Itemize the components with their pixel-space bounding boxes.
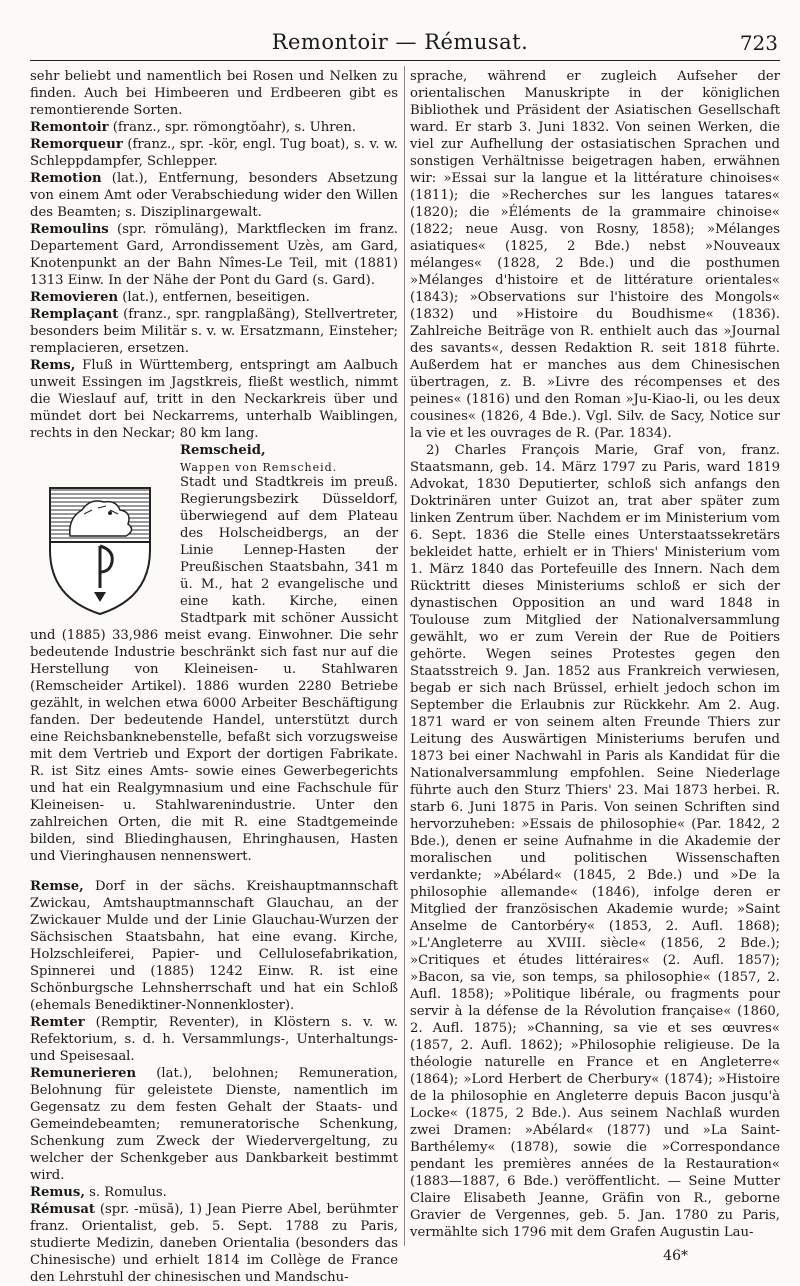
left-column	[30, 68, 398, 1286]
running-title: Remontoir — Rémusat.	[271, 30, 529, 54]
entry-remplacant	[30, 306, 398, 357]
lemma: Remscheid,	[180, 443, 266, 458]
lemma: Remontoir	[30, 120, 109, 135]
entry-remusat	[30, 1201, 398, 1286]
entry-text: (lat.), belohnen; Remuneration, Belohnung für geleistete Dienste, namentlich im Gegensatz zu dem festen Gehalt der Staats- und Gemeindebeamten; remuneratorische Schenkung, Schenkung zum Zweck der Wiedervergeltung, zu welcher der Schenkgeber aus Dankbarkeit bestimmt wird.	[30, 1066, 398, 1184]
entry-remoulins	[30, 221, 398, 289]
entry-text: Fluß in Württemberg, entspringt am Aalbuch unweit Essingen im Jagstkreis, fließt westlich, nimmt die Wieslauf auf, tritt in den Neckarkreis über und mündet dort bei Neckarrems, unterhalb Waiblingen, rechts in den Neckar; 80 km lang.	[30, 358, 398, 441]
lemma: Removieren	[30, 290, 119, 305]
entry-text: Dorf in der sächs. Kreishauptmannschaft Zwickau, Amtshauptmannschaft Glauchau, an der Zwickauer Mulde und der Linie Glauchau-Wurzen der Sächsischen Staatsbahn, hat eine evang. Kirche, Holzschleiferei, Papier- und Cellulosefabrikation, Spinnerei und (1885) 1242 Einw. R. ist eine Schönburgsche Lehnsherrschaft und hat ein Schloß (ehemals Benediktiner-Nonnenkloster).	[30, 879, 398, 1014]
entry-text: (franz., spr. -kör, engl. Tug boat), s. v. w. Schleppdampfer, Schlepper.	[30, 137, 398, 169]
entry-text: s. Romulus.	[84, 1185, 167, 1201]
entry-text: Stadt und Stadtkreis im preuß. Regierungsbezirk Düsseldorf, überwiegend auf dem Plateau des Holscheidbergs, an der Linie Lennep-Hasten der Preußischen Staatsbahn, 341 m ü. M., hat 2 evangelische und eine kath. Kirche, einen Stadtpark mit schöner Aussicht und (1885) 33,986 meist evang. Einwohner. Die sehr bedeutende Industrie beschränkt sich fast nur auf die Herstellung von Kleineisen- u. Stahlwaren (Remscheider Artikel). 1886 wurden 2280 Betriebe gezählt, in welchen etwa 6000 Arbeiter Beschäftigung fanden. Der bedeutende Handel, unterstützt durch eine Reichsbanknebenstelle, befaßt sich vorzugsweise mit dem Vertrieb und Export der dortigen Fabrikate. R. ist Sitz eines Amts- sowie eines Gewerbegerichts und hat ein Realgymnasium und eine Fachschule für Kleineisen- u. Stahlwarenindustrie. Unter den zahlreichen Orten, die mit R. eine Stadtgemeinde bilden, sind Bliedinghausen, Ehringhausen, Hasten und Vieringhausen nennenswert.	[30, 475, 398, 864]
intro-text: sehr beliebt und namentlich bei Rosen und Nelken zu finden. Auch bei Himbeeren und Erdbeeren gibt es remontierende Sorten.	[30, 69, 398, 118]
entry-remorqueur	[30, 136, 398, 170]
entry-remter	[30, 1014, 398, 1065]
entry-text: (lat.), Entfernung, besonders Absetzung von einem Amt oder Verabschiedung wider den Willen des Beamten; s. Disziplinargewalt.	[30, 171, 398, 220]
remusat-charles: 2) Charles François Marie, Graf von, franz. Staatsmann, geb. 14. März 1797 zu Paris, ward 1819 Advokat, 1830 Deputierter, schloß sich anfangs den Doktrinären unter Guizot an, trat aber später zum linken Zentrum über. Nachdem er im Ministerium vom 6. Sept. 1836 die Stelle eines Unterstaatssekretärs bekleidet hatte, erhielt er in Thiers' Ministerium vom 1. März 1840 das Portefeuille des Innern. Nach dem Rücktritt dieses Ministeriums schloß er sich der dynastischen Opposition an und ward 1848 in Toulouse zum Mitglied der Nationalversammlung gewählt, wo er zum Verein der Rue de Poitiers gehörte. Wegen seines Protestes gegen den Staatsstreich 9. Jan. 1852 aus Frankreich verwiesen, begab er sich nach Brüssel, erhielt jedoch schon im September die Erlaubnis zur Rückkehr. Am 2. Aug. 1871 ward er von seinem alten Freunde Thiers zur Leitung des Auswärtigen Ministeriums berufen und 1873 bei einer Nachwahl in Paris als Kandidat für die Nationalversammlung empfohlen. Seine Niederlage führte auch den Sturz Thiers' 23. Mai 1873 herbei. R. starb 6. Juni 1875 in Paris. Von seinen Schriften sind hervorzuheben: »Essais de philosophie« (Par. 1842, 2 Bde.), denen er seine Aufnahme in die Akademie der moralischen und politischen Wissenschaften verdankte; »Abélard« (1845, 2 Bde.) und »De la philosophie allemande« (1846), infolge deren er Mitglied der französischen Akademie wurde; »Saint Anselme de Cantorbéry« (1853, 2. Aufl. 1868); »L'Angleterre au XVIII. siècle« (1856, 2 Bde.); »Critiques et études littéraires« (2. Aufl. 1857); »Bacon, sa vie, son temps, sa philosophie« (1857, 2. Aufl. 1858); »Politique libérale, ou fragments pour servir à la défense de la Révolution française« (1860, 2. Aufl. 1875); »Channing, sa vie et ses œuvres« (1857, 2. Aufl. 1862); »Philosophie religieuse. De la théologie naturelle en France et en Angleterre« (1864); »Lord Herbert de Cherbury« (1874); »Histoire de la philosophie en Angleterre depuis Bacon jusqu'à Locke« (1875, 2 Bde.). Aus seinem Nachlaß wurden zwei Dramen: »Abélard« (1877) und »La Saint-Barthélemy« (1878), sowie die »Correspondance pendant les premières années de la Restauration« (1883—1887, 6 Bde.) veröffentlicht. — Seine Mutter Claire Elisabeth Jeanne, Gräfin von R., geborne Gravier de Vergennes, geb. 5. Jan. 1780 zu Paris, vermählte sich 1796 mit dem Grafen Augustin Lau-	[410, 443, 780, 1240]
lemma: Remorqueur	[30, 137, 123, 152]
remusat-continued: sprache, während er zugleich Aufseher der orientalischen Manuskripte in der königlichen Bibliothek und Präsident der Asiatischen Gesellschaft ward. Er starb 3. Juni 1832. Von seinen Werken, die viel zur Aufhellung der ostasiatischen Sprachen und sonstigen Verhältnisse beigetragen haben, erwähnen wir: »Essai sur la langue et la littérature chinoises« (1811); die »Recherches sur les langues tatares« (1820); die »Éléments de la grammaire chinoise« (1822; neue Ausg. von Rosny, 1858); »Mélanges asiatiques« (1825, 2 Bde.) nebst »Nouveaux mélanges« (1828, 2 Bde.) und die posthumen »Mélanges d'histoire et de littérature orientales« (1843); »Observations sur l'histoire des Mongols« (1832) und »Histoire du Boudhisme« (1836). Zahlreiche Beiträge von R. enthielt auch das »Journal des savants«, dessen Redaktion R. seit 1818 führte. Außerdem hat er manches aus dem Chinesischen übertragen, z. B. »Livre des récompenses et des peines« (1816) und den Roman »Ju-Kiao-li, ou les deux cousines« (1826, 4 Bde.). Vgl. Silv. de Sacy, Notice sur la vie et les ouvrages de R. (Par. 1834).	[410, 69, 780, 441]
lemma: Rems,	[30, 358, 76, 373]
lemma: Remotion	[30, 171, 102, 186]
lemma: Remse,	[30, 879, 84, 895]
entry-remscheid	[30, 442, 398, 459]
lemma: Remus,	[30, 1185, 85, 1201]
entry-text: (franz., spr. rangplaßäng), Stellvertreter, besonders beim Militär s. v. w. Ersatzmann, Einsteher; remplacieren, ersetzen.	[30, 307, 398, 356]
right-column	[410, 68, 780, 1241]
entry-text: (franz., spr. römongtŏahr), s. Uhren.	[108, 120, 356, 135]
signature-mark: 46*	[663, 1248, 688, 1264]
entry-rems	[30, 357, 398, 442]
lemma: Rémusat	[30, 1202, 95, 1218]
lemma: Remplaçant	[30, 307, 119, 322]
page-header	[0, 0, 800, 62]
entry-text: (Remptir, Reventer), in Klöstern s. v. w. Refektorium, s. d. h. Versammlungs-, Unterhaltungs- und Speisesaal.	[30, 1015, 398, 1065]
entry-remontoir	[30, 119, 398, 136]
entry-text: (lat.), entfernen, beseitigen.	[118, 290, 310, 305]
entry-text: (spr. -müsă), 1) Jean Pierre Abel, berühmter franz. Orientalist, geb. 5. Sept. 1788 zu Paris, studierte Medizin, daneben Orientalia (besonders das Chinesische) und erhielt 1814 im Collège de France den Lehrstuhl der chinesischen und Mandschu-	[30, 1202, 398, 1286]
lemma: Remter	[30, 1015, 85, 1031]
lemma: Remoulins	[30, 222, 109, 237]
header-rule	[30, 60, 780, 61]
page-number: 723	[739, 31, 778, 55]
column-divider	[404, 66, 405, 1246]
lemma: Remunerieren	[30, 1066, 137, 1082]
coat-of-arms-figure	[30, 480, 170, 620]
entry-remotion	[30, 170, 398, 221]
entry-text: (spr. römuläng), Marktflecken im franz. Departement Gard, Arrondissement Uzès, am Gard, Knotenpunkt an der Bahn Nîmes-Le Teil, mit (1881) 1313 Einw. In der Nähe der Pont du Gard (s. Gard).	[30, 222, 398, 288]
entry-removieren	[30, 289, 398, 306]
entry-remunerieren	[30, 1065, 398, 1184]
entry-remus	[30, 1184, 398, 1201]
coat-caption: Wappen von Remscheid.	[180, 461, 338, 474]
entry-remse	[30, 878, 398, 1014]
coat-of-arms-icon	[40, 480, 160, 620]
